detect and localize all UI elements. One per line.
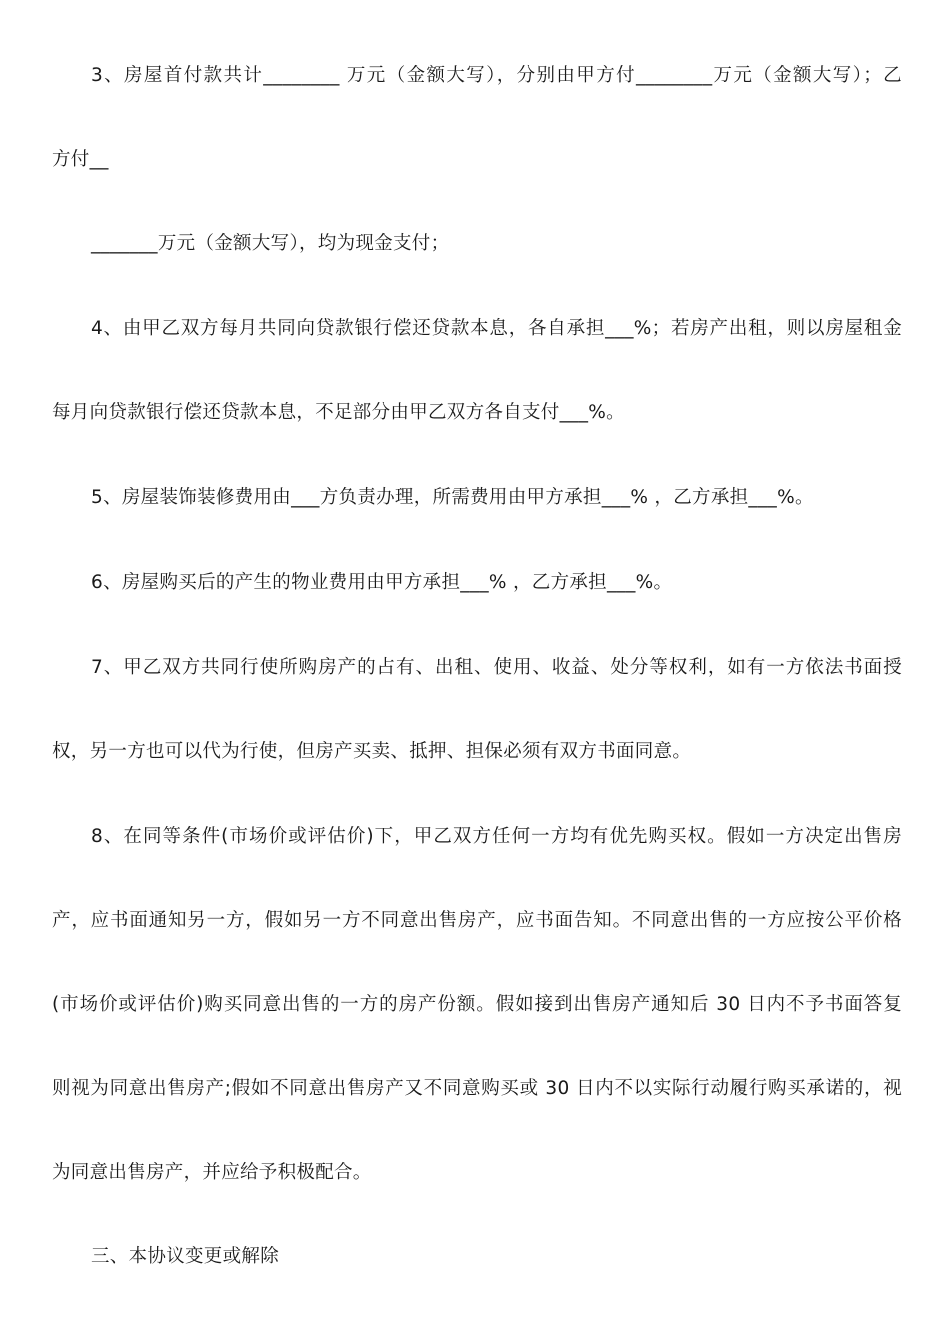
clause-8-line-3: (市场价或评估价)购买同意出售的一方的房产份额。假如接到出售房产通知后 30 日内不予书面答复 [52,994,902,1015]
clause-4-line-2: 每月向贷款银行偿还贷款本息，不足部分由甲乙双方各自支付___%。 [52,402,625,423]
clause-7-line-2: 权，另一方也可以代为行使，但房产买卖、抵押、担保必须有双方书面同意。 [52,741,692,762]
clause-3-line-3: _______万元（金额大写），均为现金支付； [91,233,450,254]
clause-3-line-1: 3、房屋首付款共计________ 万元（金额大写），分别由甲方付________万元（金额大写）；乙 [91,65,902,86]
clause-8-line-1: 8、在同等条件(市场价或评估价)下，甲乙双方任何一方均有优先购买权。假如一方决定出售房 [91,826,902,847]
clause-7-line-1: 7、甲乙双方共同行使所购房产的占有、出租、使用、收益、处分等权利，如有一方依法书面授 [91,657,902,678]
clause-6-line-1: 6、房屋购买后的产生的物业费用由甲方承担___% ，乙方承担___%。 [91,572,673,593]
clause-8-line-5: 为同意出售房产，并应给予积极配合。 [52,1162,372,1183]
clause-3-line-2: 方付__ [52,149,109,170]
clause-5-line-1: 5、房屋装饰装修费用由___方负责办理，所需费用由甲方承担___% ，乙方承担___%。 [91,487,814,508]
clause-8-line-2: 产，应书面通知另一方，假如另一方不同意出售房产，应书面告知。不同意出售的一方应按公平价格 [52,910,902,931]
clause-8-line-4: 则视为同意出售房产;假如不同意出售房产又不同意购买或 30 日内不以实际行动履行购买承诺的，视 [52,1078,902,1099]
clause-4-line-1: 4、由甲乙双方每月共同向贷款银行偿还贷款本息，各自承担___%；若房产出租，则以房屋租金 [91,318,902,339]
section-3-heading: 三、本协议变更或解除 [91,1246,280,1267]
